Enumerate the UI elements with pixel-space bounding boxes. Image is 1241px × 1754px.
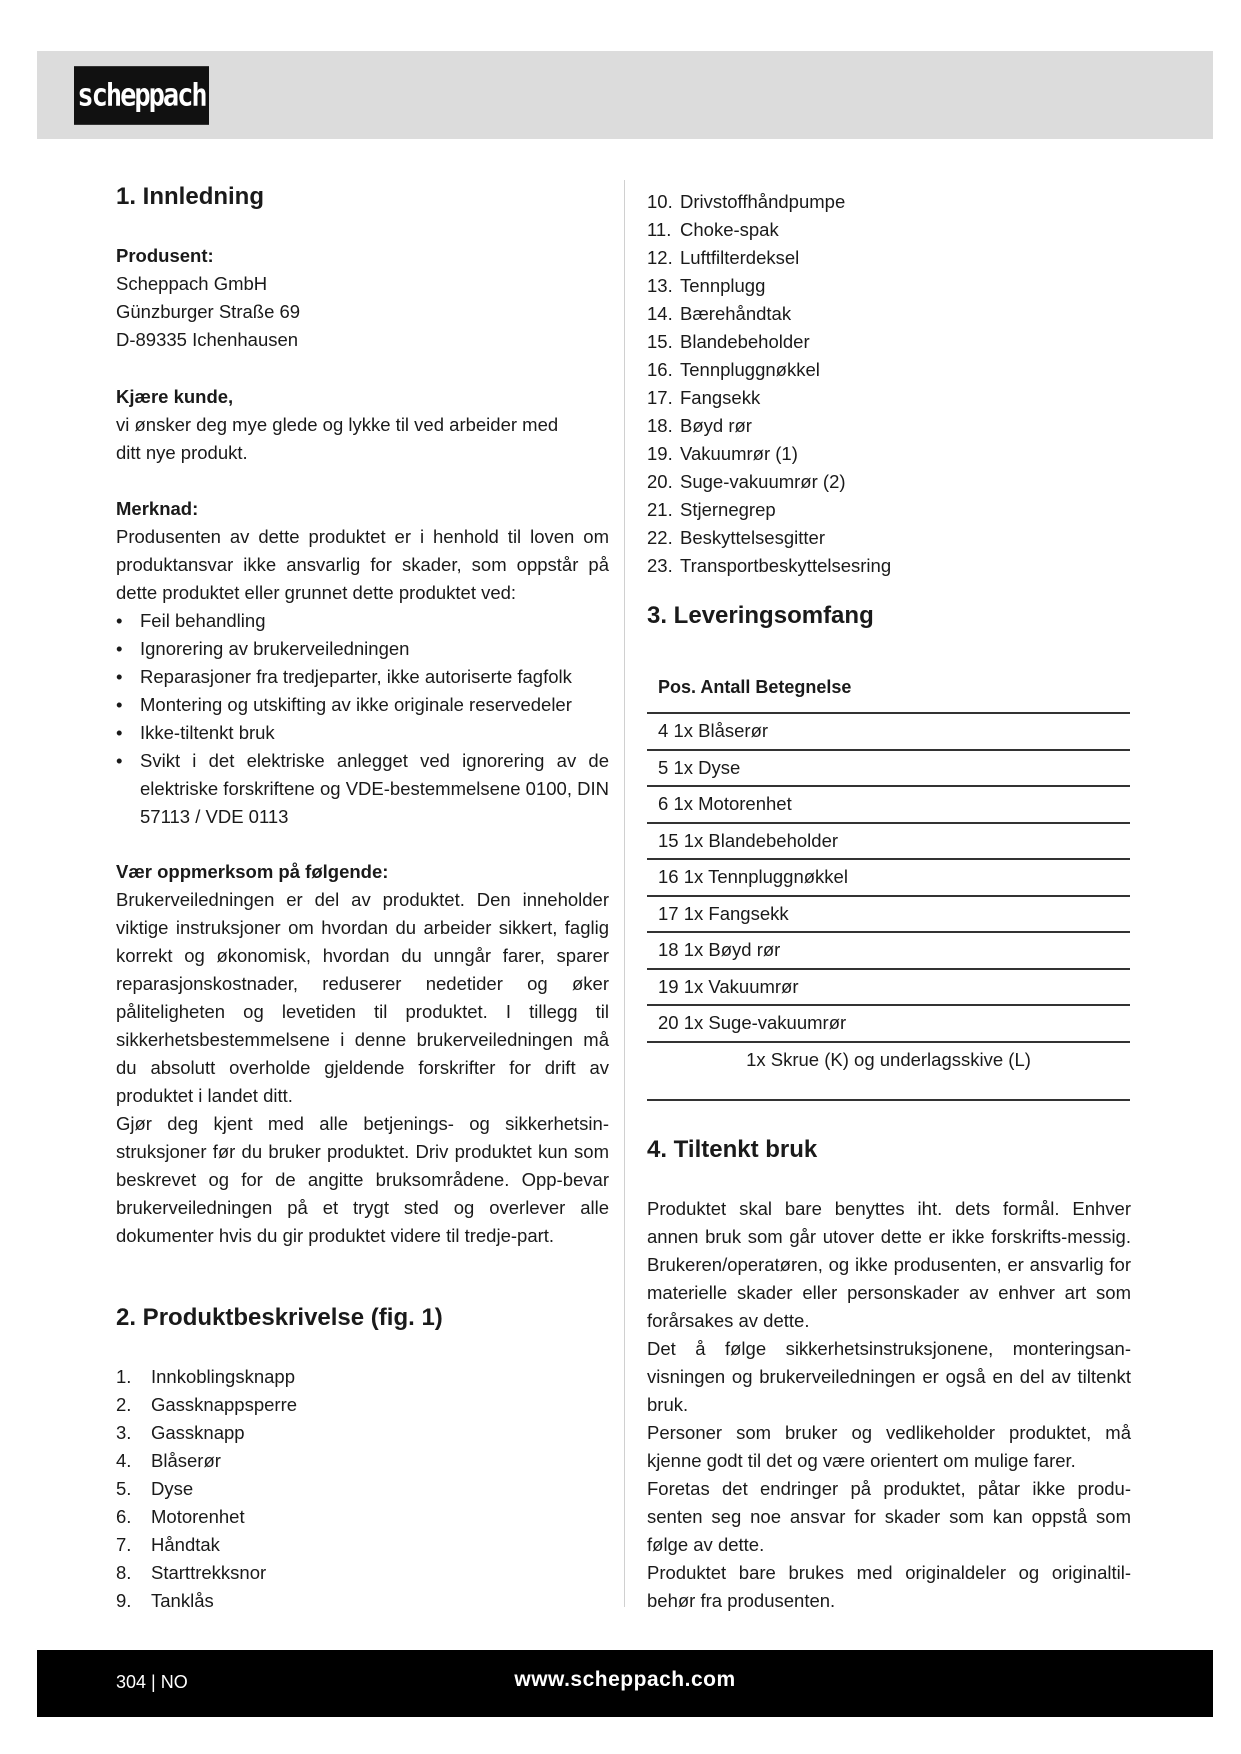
list-item: [116, 1475, 609, 1503]
product-parts-list: [116, 1363, 609, 1615]
item-number: 20.: [647, 471, 673, 492]
item-label: Transportbeskyttelsesring: [680, 555, 892, 576]
cell-name: Fangsekk: [708, 902, 789, 924]
cell-pos: 20: [658, 1012, 679, 1033]
delivery-table: [647, 667, 1130, 1101]
section-3-heading: 3. Leveringsomfang: [647, 602, 874, 629]
producer-line: D-89335 Ichenhausen: [116, 329, 299, 350]
item-number: 5.: [116, 1478, 132, 1499]
item-label: Vakuumrør (1): [680, 443, 798, 464]
section-2-heading: 2. Produktbeskrivelse (fig. 1): [116, 1304, 443, 1331]
item-number: 6.: [116, 1506, 132, 1527]
item-label: Gassknapp: [151, 1422, 245, 1443]
bullet-item: • Feil behandling: [116, 607, 609, 635]
item-label: Stjernegrep: [680, 499, 776, 520]
producer-label: Produsent:: [116, 245, 214, 266]
item-label: Drivstoffhåndpumpe: [680, 191, 846, 212]
list-item: [647, 384, 1131, 412]
cell-pos: 6: [658, 793, 669, 814]
producer-block: [116, 242, 609, 354]
list-item: [116, 1447, 609, 1475]
note-bullet-list: [116, 607, 609, 831]
cell-pos: 19: [658, 975, 679, 997]
attention-text: Brukerveiledningen er del av produktet. Den inneholder viktige instruksjoner om hvordan du arbeider sikkert, faglig korrekt og økonomisk, hvordan du unngår farer, sparer reparasjonskostnader, reduserer nedetider og øker påliteligheten og levetiden til produktet. I tillegg til sikkerhetsbestemmelsene i denne brukerveiledningen må du absolutt overholde gjeldende forskrifter for drift av produktet i landet ditt.: [116, 889, 609, 1106]
note-label: Merknad:: [116, 498, 199, 519]
producer-line: Scheppach GmbH: [116, 273, 268, 294]
page-header: [37, 51, 1213, 139]
table-row: [647, 751, 1130, 788]
list-item: [647, 328, 1131, 356]
item-label: Starttrekksnor: [151, 1562, 267, 1583]
item-number: 16.: [647, 359, 673, 380]
item-number: 4.: [116, 1450, 132, 1471]
paragraph: Det å følge sikkerhetsinstruksjonene, monteringsan-visningen og brukerveiledningen er også en del av tiltenkt bruk.: [647, 1338, 1131, 1415]
item-number: 19.: [647, 443, 673, 464]
bullet-item: • Reparasjoner fra tredjeparter, ikke autoriserte fagfolk: [116, 663, 609, 691]
item-number: 7.: [116, 1534, 132, 1555]
cell-name: Motorenhet: [698, 793, 792, 814]
cell-qty: 1x: [683, 1012, 704, 1033]
item-number: 13.: [647, 275, 673, 296]
cell-name: Vakuumrør: [708, 975, 799, 997]
list-item: [647, 356, 1131, 384]
list-item: [647, 468, 1131, 496]
table-row: [647, 970, 1130, 1007]
item-number: 1.: [116, 1366, 132, 1387]
table-row: [647, 897, 1130, 934]
section-1-heading: 1. Innledning: [116, 183, 264, 210]
item-number: 11.: [647, 219, 672, 240]
item-label: Gassknappsperre: [151, 1394, 298, 1415]
cell-name: Blåserør: [698, 720, 769, 741]
bullet-item: • Svikt i det elektriske anlegget ved ignorering av de elektriske forskriftene og VDE-bestemmelsene 0100, DIN 57113 / VDE 0113: [116, 747, 609, 831]
section-4-heading: 4. Tiltenkt bruk: [647, 1136, 818, 1163]
item-label: Bøyd rør: [680, 415, 752, 436]
cell-pos: 16: [658, 866, 679, 887]
table-row: 1x Skrue (K) og underlagsskive (L): [647, 1043, 1130, 1101]
item-label: Bærehåndtak: [680, 303, 792, 324]
cell-qty: 1x: [673, 756, 693, 778]
item-number: 14.: [647, 303, 673, 324]
item-number: 12.: [647, 247, 673, 268]
list-item: [647, 272, 1131, 300]
list-item: [647, 216, 1131, 244]
cell-name: Dyse: [698, 756, 741, 778]
table-row: [647, 1006, 1130, 1043]
attention-block: [116, 858, 609, 1250]
attention-text: Gjør deg kjent med alle betjenings- og sikkerhetsin-struksjoner før du bruker produktet. Driv produktet kun som beskrevet og for de angitte bruksområdene. Opp-bevar brukerveiledningen på et trygt sted og overlever alle dokumenter hvis du gir produktet videre til tredje-part.: [116, 1113, 609, 1246]
item-label: Tanklås: [151, 1590, 214, 1611]
item-number: 15.: [647, 331, 673, 352]
list-item: [116, 1559, 609, 1587]
producer-line: Günzburger Straße 69: [116, 301, 301, 322]
cell-pos: 5: [658, 756, 669, 778]
cell-qty: 1x: [673, 793, 693, 814]
cell-qty: 1x: [673, 720, 693, 741]
list-item: [647, 244, 1131, 272]
note-text: Produsenten av dette produktet er i henhold til loven om produktansvar ikke ansvarlig for skader, som oppstår på dette produktet eller grunnet dette produktet ved:: [116, 526, 609, 603]
bullet-item: • Ignorering av brukerveiledningen: [116, 635, 609, 663]
item-number: 8.: [116, 1562, 132, 1583]
item-label: Luftfilterdeksel: [680, 247, 800, 268]
intended-use-text: [647, 1195, 1131, 1615]
item-label: Beskyttelsesgitter: [680, 527, 825, 548]
item-number: 3.: [116, 1422, 132, 1443]
bullet-item: • Ikke-tiltenkt bruk: [116, 719, 609, 747]
list-item: [647, 496, 1131, 524]
item-number: 17.: [647, 387, 673, 408]
column-divider: [624, 180, 625, 1607]
greeting-label: Kjære kunde,: [116, 386, 234, 407]
item-label: Fangsekk: [680, 387, 761, 408]
cell-pos: 4: [658, 720, 669, 741]
list-item: [647, 300, 1131, 328]
note-block: [116, 495, 609, 831]
list-item: [116, 1587, 609, 1615]
item-label: Dyse: [151, 1478, 194, 1499]
greeting-text: vi ønsker deg mye glede og lykke til ved arbeider med ditt nye produkt.: [116, 414, 559, 463]
cell-name: Suge-vakuumrør: [708, 1012, 847, 1033]
list-item: [116, 1419, 609, 1447]
item-label: Blandebeholder: [680, 331, 810, 352]
item-label: Motorenhet: [151, 1506, 245, 1527]
scheppach-logo: scheppach: [74, 66, 209, 125]
item-label: Suge-vakuumrør (2): [680, 471, 846, 492]
cell-name: Tennpluggnøkkel: [708, 866, 848, 887]
table-row: [647, 714, 1130, 751]
item-number: 18.: [647, 415, 673, 436]
list-item: [647, 412, 1131, 440]
item-number: 21.: [647, 499, 673, 520]
table-row: [647, 824, 1130, 861]
list-item: [647, 440, 1131, 468]
list-item: [116, 1531, 609, 1559]
list-item: [116, 1391, 609, 1419]
paragraph: Produktet bare brukes med originaldeler og originaltil-behør fra produsenten.: [647, 1562, 1131, 1611]
list-item: [647, 552, 1131, 580]
table-row: [647, 860, 1130, 897]
item-label: Håndtak: [151, 1534, 220, 1555]
cell-qty: 1x: [683, 866, 704, 887]
table-header: Pos. Antall Betegnelse: [647, 667, 1130, 714]
product-parts-list-continued: [647, 188, 1131, 580]
paragraph: Personer som bruker og vedlikeholder produktet, må kjenne godt til det og være orientert om mulige farer.: [647, 1422, 1131, 1471]
cell-pos: 18: [658, 939, 679, 960]
item-label: Choke-spak: [680, 219, 779, 240]
paragraph: Foretas det endringer på produktet, påtar ikke produ-senten seg noe ansvar for skader som kan oppstå som følge av dette.: [647, 1478, 1131, 1555]
item-label: Tennpluggnøkkel: [680, 359, 820, 380]
cell-name: Blandebeholder: [708, 829, 839, 851]
bullet-item: • Montering og utskifting av ikke originale reservedeler: [116, 691, 609, 719]
cell-qty: 1x: [683, 939, 704, 960]
cell-pos: 15: [658, 829, 679, 851]
item-number: 10.: [647, 191, 673, 212]
item-number: 9.: [116, 1590, 132, 1611]
list-item: [647, 188, 1131, 216]
item-label: Tennplugg: [680, 275, 766, 296]
cell-qty: 1x: [683, 975, 704, 997]
cell-pos: 17: [658, 902, 679, 924]
item-label: Blåserør: [151, 1450, 221, 1471]
list-item: [116, 1363, 609, 1391]
item-number: 22.: [647, 527, 673, 548]
attention-label: Vær oppmerksom på følgende:: [116, 861, 389, 882]
cell-name: Bøyd rør: [708, 939, 781, 960]
table-row: [647, 933, 1130, 970]
item-number: 2.: [116, 1394, 132, 1415]
item-label: Innkoblingsknapp: [151, 1366, 295, 1387]
item-number: 23.: [647, 555, 673, 576]
table-row: [647, 787, 1130, 824]
cell-qty: 1x: [683, 829, 704, 851]
cell-qty: 1x: [683, 902, 704, 924]
list-item: [116, 1503, 609, 1531]
page-footer: [37, 1650, 1213, 1717]
greeting-block: [116, 383, 586, 467]
website-link[interactable]: www.scheppach.com: [514, 1668, 736, 1691]
page-number: 304 | NO: [116, 1672, 188, 1692]
list-item: [647, 524, 1131, 552]
paragraph: Produktet skal bare benyttes iht. dets formål. Enhver annen bruk som går utover dette er ikke forskrifts-messig. Brukeren/operatøren, og ikke produsenten, er ansvarlig for materielle skader eller personskader av enhver art som forårsakes av dette.: [647, 1198, 1131, 1331]
